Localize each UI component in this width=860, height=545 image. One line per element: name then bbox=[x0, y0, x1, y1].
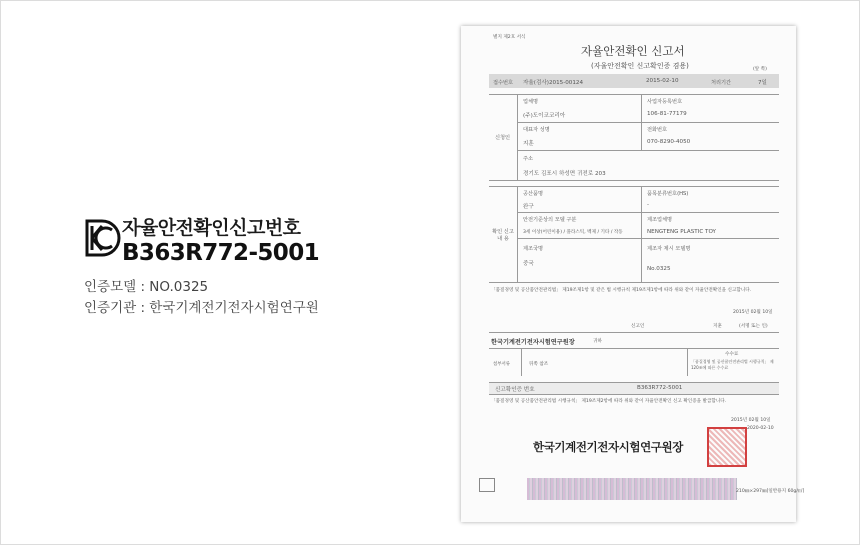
applicant-sign-label: 신고인 bbox=[631, 324, 645, 329]
rule bbox=[517, 212, 779, 213]
maker-value: NENGTENG PLASTIC TOY bbox=[647, 229, 716, 235]
paper-size-note: 210㎜×297㎜[일반용지 60g/㎡] bbox=[736, 489, 805, 494]
receipt-label: 접수번호 bbox=[493, 80, 514, 86]
certified-model: 인증모델 : NO.0325 bbox=[84, 279, 209, 295]
product-section-label: 확인 신고 내 용 bbox=[492, 229, 514, 242]
kc-report-number: B363R772-5001 bbox=[122, 240, 320, 266]
period-label: 처리기간 bbox=[711, 80, 732, 86]
company-name: (주)도이코코리아 bbox=[523, 113, 566, 119]
declaration-date: 2015년 02월 10일 bbox=[733, 310, 773, 315]
ceo-label: 대표자 성명 bbox=[523, 127, 550, 133]
confirm-number-label: 신고확인증 번호 bbox=[495, 387, 535, 393]
rule bbox=[517, 186, 518, 282]
rule bbox=[517, 94, 518, 180]
reg-label: 사업자등록번호 bbox=[647, 99, 683, 105]
reg-number: 106-81-77179 bbox=[647, 111, 687, 117]
attach-value: 뒤쪽 참조 bbox=[529, 362, 549, 367]
kc-certification-mark-icon bbox=[84, 218, 114, 258]
rule bbox=[489, 180, 779, 181]
rule bbox=[687, 348, 688, 376]
material-value: 3세 이상(어린이용) / 플라스틱, 벡제 / 기타 / 작동 bbox=[523, 230, 623, 235]
product-name: 완구 bbox=[523, 204, 534, 210]
model-value: No.0325 bbox=[647, 266, 671, 272]
document-subtitle: (자율안전확인 신고확인증 겸용) bbox=[591, 62, 689, 70]
attach-label: 첨부서류 bbox=[493, 362, 510, 367]
maker-label: 제조업체명 bbox=[647, 217, 673, 223]
company-label: 업체명 bbox=[523, 99, 539, 105]
addressee: 한국기계전기전자시험연구원장 bbox=[491, 339, 575, 346]
fee-label: 수수료 bbox=[725, 352, 739, 357]
issuer-name: 한국기계전기전자시험연구원장 bbox=[533, 440, 683, 454]
rule bbox=[489, 394, 779, 395]
address: 경기도 김포시 하성면 귀전로 203 bbox=[523, 171, 606, 177]
model-label: 제조자 제시 모델명 bbox=[647, 246, 691, 252]
rule bbox=[641, 186, 642, 282]
form-number: 별지 제2호 서식 bbox=[493, 35, 526, 40]
receipt-number: 자율(검사)2015-00124 bbox=[523, 80, 584, 86]
rule bbox=[489, 94, 779, 95]
confirm-number: B363R772-5001 bbox=[637, 385, 683, 391]
period-value: 7일 bbox=[758, 80, 767, 86]
rule bbox=[489, 282, 779, 283]
rule bbox=[489, 186, 779, 187]
phone-number: 070-8290-4050 bbox=[647, 139, 691, 145]
fee-note: 「품질경영 및 공산품안전관리법 시행규칙」 제120조에 따른 수수료 bbox=[691, 359, 774, 370]
declaration-text: 「품질경영 및 공산품안전관리법」 제19조제1항 및 같은 법 시행규칙 제19조제1항에 따라 위와 같이 자율안전확인을 신고합니다. bbox=[491, 288, 752, 293]
phone-label: 전화번호 bbox=[647, 127, 668, 133]
page-note: (앞 쪽) bbox=[753, 67, 767, 72]
kc-info-block bbox=[84, 216, 319, 319]
kc-report-title: 자율안전확인신고번호 bbox=[122, 217, 301, 239]
rule bbox=[489, 348, 779, 349]
rule bbox=[521, 348, 522, 376]
hs-value: - bbox=[647, 202, 650, 208]
country-label: 제조국명 bbox=[523, 246, 544, 252]
applicant-section-label: 신청인 bbox=[495, 135, 511, 141]
rule bbox=[517, 150, 779, 151]
material-label: 안전기준상의 모델 구분 bbox=[523, 217, 577, 223]
confirm-text: 「품질경영 및 공산품안전관리법 시행규칙」 제19조제2항에 따라 위와 같이 자율안전확인 신고 확인증을 발급합니다. bbox=[491, 399, 727, 404]
certification-agency: 인증기관 : 한국기계전기전자시험연구원 bbox=[84, 300, 319, 316]
official-seal-icon bbox=[707, 427, 747, 467]
issue-date: 2020-02-10 bbox=[747, 426, 774, 431]
confirm-date: 2015년 02월 10일 bbox=[731, 418, 771, 423]
stamp-mark-icon bbox=[479, 478, 495, 492]
scan-redaction bbox=[527, 478, 737, 500]
addressee-suffix: 귀하 bbox=[593, 339, 602, 344]
hs-label: 품목분류번호(HS) bbox=[647, 191, 689, 197]
country-value: 중국 bbox=[523, 261, 534, 267]
address-label: 주소 bbox=[523, 156, 534, 162]
rule bbox=[517, 238, 779, 239]
receipt-date: 2015-02-10 bbox=[646, 78, 679, 84]
applicant-sign: 지훈 bbox=[713, 324, 722, 329]
document-title: 자율안전확인 신고서 bbox=[581, 44, 685, 58]
product-name-label: 공산품명 bbox=[523, 191, 544, 197]
sign-note: (서명 또는 인) bbox=[739, 324, 768, 329]
rule bbox=[489, 332, 779, 333]
certificate-document-image bbox=[461, 26, 805, 522]
ceo-name: 지훈 bbox=[523, 141, 534, 147]
rule bbox=[517, 122, 779, 123]
